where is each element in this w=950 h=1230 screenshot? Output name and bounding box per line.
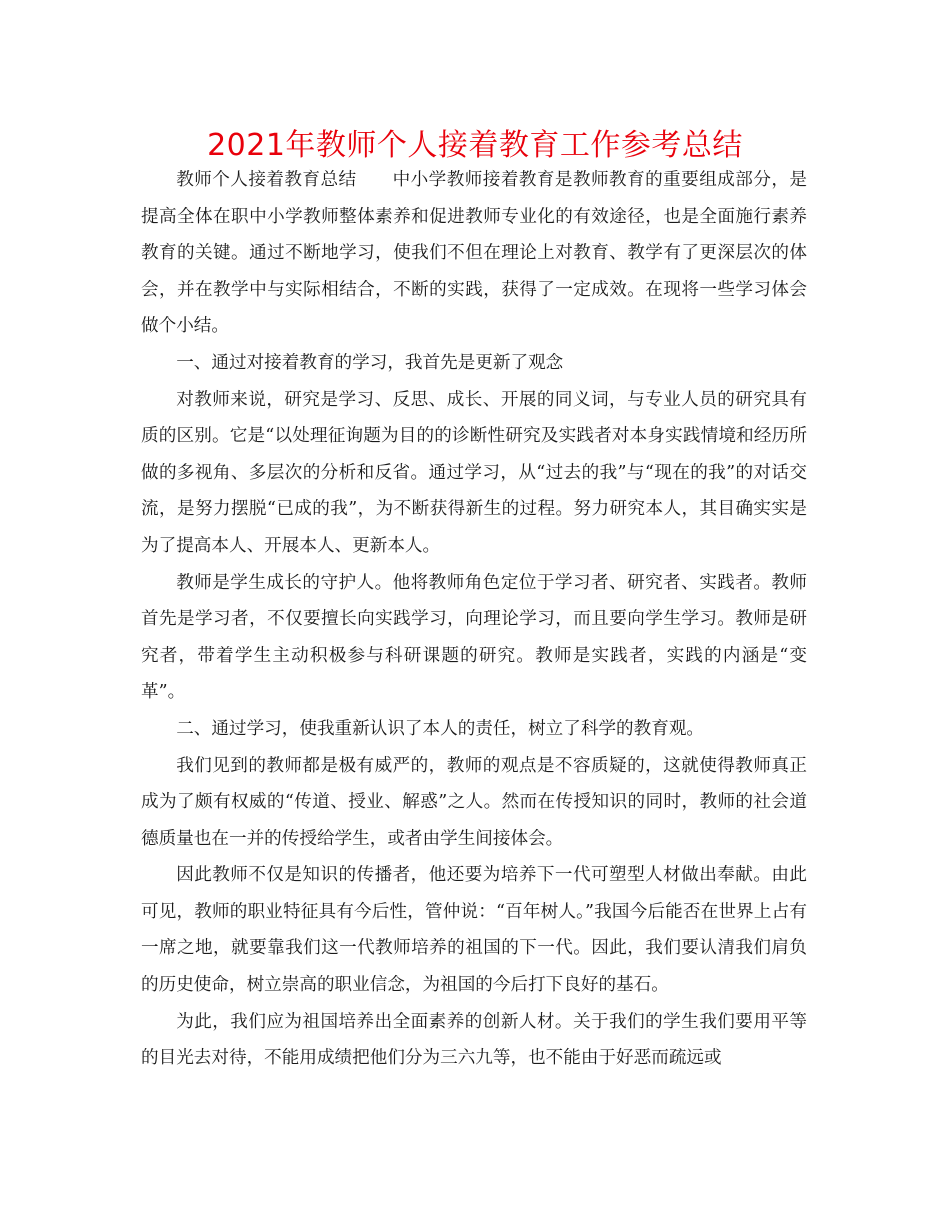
paragraph: 因此教师不仅是知识的传播者，他还要为培养下一代可塑型人材做出奉献。由此可见，教师的职业特征具有今后性，管仲说：“百年树人。”我国今后能否在世界上占有一席之地，就要靠我们这一代教师培养的祖国的下一代。因此，我们要认清我们肩负的历史使命，树立崇高的职业信念，为祖国的今后打下良好的基石。 [141,865,807,996]
document-title: 2021年教师个人接着教育工作参考总结 [207,128,743,163]
paragraph: 为此，我们应为祖国培养出全面素养的创新人材。关于我们的学生我们要用平等的目光去对待，不能用成绩把他们分为三六九等，也不能由于好恶而疏远或 [141,1011,807,1069]
paragraph: 教师是学生成长的守护人。他将教师角色定位于学习者、研究者、实践者。教师首先是学习者，不仅要擅长向实践学习，向理论学习，而且要向学生学习。教师是研究者，带着学生主动积极参与科研课题的研究。教师是实践者，实践的内涵是“变革”。 [141,572,807,703]
document-body [141,162,807,1077]
section-heading-1: 一、通过对接着教育的学习，我首先是更新了观念 [176,352,564,373]
paragraph-intro: 教师个人接着教育总结 中小学教师接着教育是教师教育的重要组成部分，是提高全体在职中小学教师整体素养和促进教师专业化的有效途径，也是全面施行素养教育的关键。通过不断地学习，使我们不但在理论上对教育、教学有了更深层次的体会，并在教学中与实际相结合，不断的实践，获得了一定成效。在现将一些学习体会做个小结。 [141,170,807,337]
paragraph: 我们见到的教师都是极有威严的，教师的观点是不容质疑的，这就使得教师真正成为了颇有权威的“传道、授业、解惑”之人。然而在传授知识的同时，教师的社会道德质量也在一并的传授给学生，或者由学生间接体会。 [141,755,807,849]
paragraph: 对教师来说，研究是学习、反思、成长、开展的同义词，与专业人员的研究具有质的区别。它是“以处理征询题为目的的诊断性研究及实践者对本身实践情境和经历所做的多视角、多层次的分析和反省。通过学习，从“过去的我”与“现在的我”的对话交流，是努力摆脱“已成的我”，为不断获得新生的过程。努力研究本人，其目确实实是为了提高本人、开展本人、更新本人。 [141,389,807,556]
section-heading-2: 二、通过学习，使我重新认识了本人的责任，树立了科学的教育观。 [176,718,705,739]
